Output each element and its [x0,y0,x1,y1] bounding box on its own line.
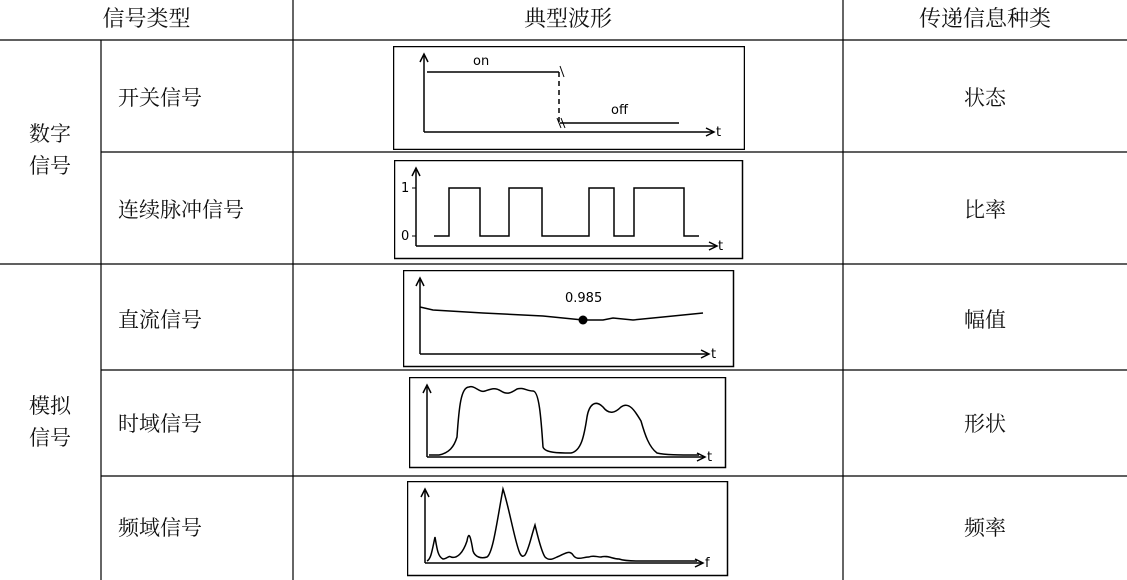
group-label-line: 模拟 [29,394,71,418]
group-label-line: 数字 [29,122,71,146]
switch-off-label: off [611,103,628,118]
header-typical-waveform: 典型波形 [523,7,612,32]
row-name-time: 时域信号 [118,412,202,436]
waveform-pulse [394,160,744,260]
row-name-freq: 频域信号 [118,516,202,540]
group-label-line: 信号 [29,154,71,178]
row-info-switch: 状态 [964,86,1006,110]
dc-marker-point [579,316,588,325]
axis-t-label: t [707,450,713,465]
header-info-type: 传递信息种类 [918,7,1051,32]
pulse-low-label: 0 [401,229,410,244]
axis-t-label: t [718,239,724,254]
axis-t-label: t [711,347,717,362]
switch-on-label: on [473,54,490,69]
header-signal-type: 信号类型 [102,7,191,32]
axis-f-label: f [705,556,710,571]
group-digital-signal [0,118,100,182]
row-info-pulse: 比率 [964,198,1006,222]
row-info-dc: 幅值 [964,308,1006,332]
waveform-switch [393,46,745,150]
row-name-pulse: 连续脉冲信号 [118,198,244,222]
dc-value-label: 0.985 [565,291,603,306]
row-name-dc: 直流信号 [118,308,202,332]
pulse-high-label: 1 [401,181,410,196]
waveform-dc [403,270,735,368]
waveform-frequency-domain [407,481,729,577]
axis-t-label: t [716,125,722,140]
group-label-line: 信号 [29,426,71,450]
waveform-time-domain [409,377,727,469]
row-name-switch: 开关信号 [118,86,202,110]
row-info-freq: 频率 [964,516,1006,540]
group-analog-signal [0,390,100,454]
row-info-time: 形状 [964,412,1006,436]
